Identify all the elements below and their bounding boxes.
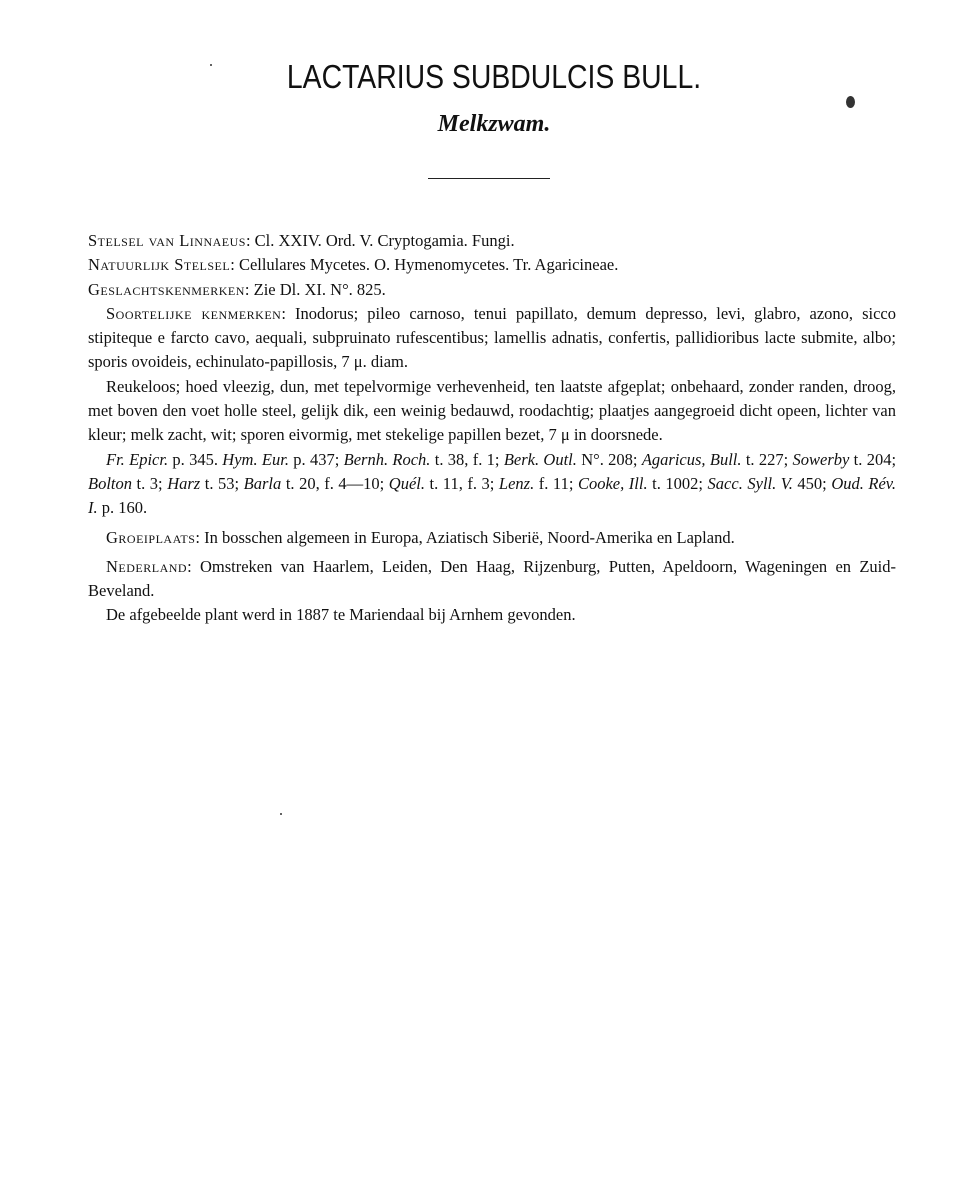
natuurlijk-stelsel-label: Natuurlijk Stelsel [88, 255, 231, 275]
reference-source: Sowerby [792, 449, 850, 469]
slotzin: De afgebeelde plant werd in 1887 te Mariendaal bij Arnhem gevonden. [106, 605, 576, 625]
reference-detail: t. 11, f. 3; [425, 473, 499, 493]
reference-source: Sacc. Syll. V. [707, 473, 793, 493]
ink-speck [210, 64, 212, 66]
reference-detail: p. 345. [168, 449, 223, 469]
natuurlijk-stelsel: Natuurlijk Stelsel: Cellulares Mycetes. O. Hymenomycetes. Tr. Agaricineae. [88, 255, 619, 275]
reference-source: Barla [243, 473, 282, 493]
reference-detail: p. 160. [97, 498, 148, 518]
reference-detail: p. 437; [288, 449, 344, 469]
groeiplaats: Groeiplaats: In bosschen algemeen in Europa, Aziatisch Siberië, Noord-Amerika en Lapland. [106, 527, 735, 547]
stelsel-linnaeus-text: Cl. XXIV. Ord. V. Cryptogamia. Fungi. [254, 231, 515, 250]
description-body [88, 229, 896, 628]
geslachtskenmerken-label: Geslachtskenmerken [88, 279, 245, 299]
literatuur [88, 448, 896, 521]
reference-detail: t. 38, f. 1; [430, 449, 504, 469]
reference-detail: t. 20, f. 4—10; [281, 473, 389, 493]
groeiplaats-label: Groeiplaats [106, 527, 196, 547]
reference-detail: 450; [792, 473, 832, 493]
reference-source: Bernh. Roch. [343, 449, 431, 469]
page-subtitle: Melkzwam. [437, 111, 551, 137]
soortelijke-kenmerken-text: Inodorus; pileo carnoso, tenui papillato, demum depresso, levi, glabro, azono, sicco stipiteque e farcto cavo, aequali, subpruinato rufescentibus; lamellis adnatis, confertis, pallidioribus lacte submite, albo; sporis ovoideis, echinulato-papillosis, 7 μ. diam. [88, 303, 896, 372]
reference-detail: N°. 208; [576, 449, 642, 469]
soortelijke-kenmerken-label: Soortelijke kenmerken [106, 303, 282, 323]
nederland: Nederland: Omstreken van Haarlem, Leiden, Den Haag, Rijzenburg, Putten, Apeldoorn, Wageningen en Zuid-Beveland. [88, 556, 896, 601]
stelsel-linnaeus: Stelsel van Linnaeus: Cl. XXIV. Ord. V. Cryptogamia. Fungi. [88, 231, 515, 250]
title-divider [428, 178, 550, 179]
reference-source: Berk. Outl. [503, 449, 577, 469]
natuurlijk-stelsel-text: Cellulares Mycetes. O. Hymenomycetes. Tr. Agaricineae. [238, 255, 619, 275]
soortelijke-kenmerken: Soortelijke kenmerken: Inodorus; pileo carnoso, tenui papillato, demum depresso, levi, glabro, azono, sicco stipiteque e farcto cavo, aequali, subpruinato rufescentibus; lamellis adnatis, confertis, pallidioribus lacte submite, albo; sporis ovoideis, echinulato-papillosis, 7 μ. diam. [88, 303, 896, 372]
reference-detail: t. 53; [200, 473, 244, 493]
nederland-text: Omstreken van Haarlem, Leiden, Den Haag, Rijzenburg, Putten, Apeldoorn, Wageningen en Zuid-Beveland. [88, 556, 896, 601]
reference-source: Lenz. [498, 473, 535, 493]
reference-detail: t. 1002; [647, 473, 708, 493]
page-title: LACTARIUS SUBDULCIS BULL. [286, 58, 702, 95]
reference-detail: f. 11; [534, 473, 578, 493]
beschrijving: Reukeloos; hoed vleezig, dun, met tepelvormige verhevenheid, ten laatste afgeplat; onbehaard, zonder randen, droog, met boven den voet holle steel, gelijk dik, een weinig bedauwd, roodachtig; plaatjes aangegroeid dicht opeen, lichter van kleur; melk zacht, wit; sporen eivormig, met stekelige papillen bezet, 7 μ in doorsnede. [88, 376, 896, 445]
reference-source: Cooke, Ill. [577, 473, 648, 493]
ink-speck [846, 96, 855, 108]
stelsel-linnaeus-label: Stelsel van Linnaeus [88, 231, 246, 250]
reference-source: Agaricus, Bull. [641, 449, 742, 469]
nederland-label: Nederland [106, 556, 188, 576]
reference-detail: t. 3; [132, 473, 168, 493]
reference-source: Bolton [88, 473, 132, 493]
reference-detail: t. 204; [849, 449, 897, 469]
reference-source: Fr. Epicr. [106, 449, 169, 469]
groeiplaats-text: In bosschen algemeen in Europa, Aziatisch Siberië, Noord-Amerika en Lapland. [204, 527, 735, 547]
reference-source: Hym. Eur. [222, 449, 289, 469]
geslachtskenmerken-text: Zie Dl. XI. N°. 825. [253, 279, 386, 299]
reference-source: Oud. Rév. I. [88, 473, 897, 518]
reference-source: Quél. [388, 473, 425, 493]
geslachtskenmerken: Geslachtskenmerken: Zie Dl. XI. N°. 825. [88, 279, 386, 299]
reference-detail: t. 227; [741, 449, 793, 469]
ink-speck [280, 813, 282, 815]
reference-source: Harz [167, 473, 201, 493]
